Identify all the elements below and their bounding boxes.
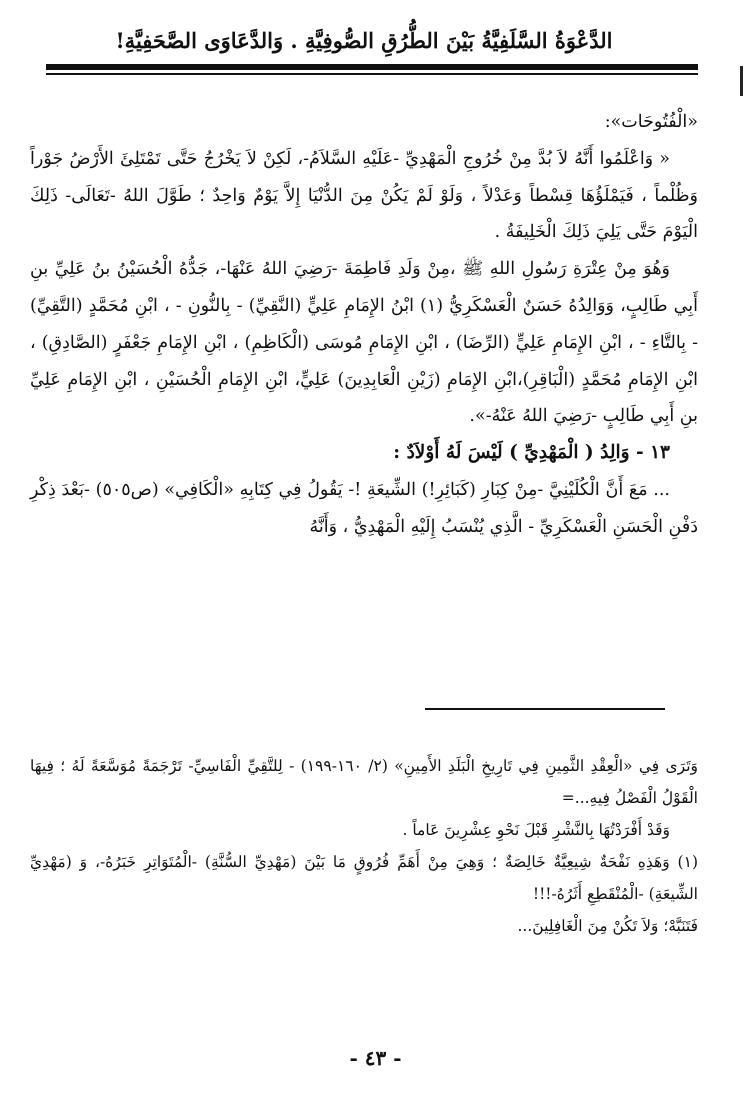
- footnote-published-note: وَقَدْ أَفْرَدْتُهَا بِالنَّشْرِ قَبْلَ نَحْوِ عِشْرِينَ عَاماً .: [402, 821, 670, 839]
- paragraph-kulaini: ... مَعَ أَنَّ الْكُلَيْنِيَّ -مِنْ كِبَارِ (كَبَائِرِ!) الشِّيعَةِ !- يَقُولُ فِي كِتَابِهِ «الْكَافِي» (ص٥٠٥) -بَعْدَ ذِكْرِ دَفْنِ الْحَسَنِ الْعَسْكَرِيِّ - الَّذِي يُنْسَبُ إِلَيْهِ الْمَهْدِيُّ ، وَأَنَّهُ: [30, 479, 698, 537]
- page-number: - ٤٣ -: [349, 1046, 402, 1070]
- main-text: [30, 104, 698, 546]
- header-rule-thick: [46, 64, 698, 70]
- footnote-1-end: فَتَنَبَّهْ؛ وَلاَ تَكُنْ مِنَ الْغَافِلِينَ...: [517, 917, 698, 935]
- page-edge-mark: [740, 66, 743, 96]
- footnote-separator: [425, 708, 665, 710]
- paragraph-futuhat-title: «الْفُتُوحَات»:: [604, 112, 698, 132]
- footnote-continuation-text: وَتَرَى فِي «الْعِقْدِ الثَّمِينِ فِي تَارِيخِ الْبَلَدِ الأَمِينِ» (٢/ ١٦٠-١٩٩) - لِلتَّقِيِّ الْفَاسِيِّ- تَرْجَمَةً مُوَسَّعَةً لَهُ ؛ فِيهَا الْقَوْلُ الْفَصْلُ فِيهِ...: [30, 757, 698, 807]
- paragraph-mahdi-emergence: « وَاعْلَمُوا أَنَّهُ لاَ بُدَّ مِنْ خُرُوجِ الْمَهْدِيِّ -عَلَيْهِ السَّلاَمُ-، لَكِنْ لاَ يَخْرُجُ حَتَّى تَمْتَلِئَ الأَرْضُ جَوْراً وَظُلْماً ، فَيَمْلَؤُهَا قِسْطاً وَعَدْلاً ، وَلَوْ لَمْ يَكُنْ مِنَ الدُّنْيَا إِلاَّ يَوْمٌ وَاحِدٌ ؛ طَوَّلَ اللهُ -تَعَالَى- ذَلِكَ الْيَوْمَ حَتَّى يَلِيَ ذَلِكَ الْخَلِيفَةُ .: [30, 148, 698, 243]
- section-heading-13: ١٣ - وَالِدُ ( الْمَهْدِيِّ ) لَيْسَ لَهُ أَوْلاَدٌ :: [393, 442, 670, 464]
- paragraph-mahdi-lineage: وَهُوَ مِنْ عِتْرَةِ رَسُولِ اللهِ ﷺ ،مِنْ وَلَدِ فَاطِمَةَ -رَضِيَ اللهُ عَنْهَا-، جَدُّهُ الْحُسَيْنُ بنُ عَلِيِّ بنِ أَبِي طَالِبٍ، وَوَالِدُهُ حَسَنٌ الْعَسْكَرِيُّ (١) ابْنُ الإِمَامِ عَلِيٍّ (النَّقِيِّ) - بِالنُّونِ - ، ابْنِ مُحَمَّدٍ (التَّقِيِّ) - بِالتَّاءِ - ، ابْنِ الإِمَامِ عَلِيٍّ (الرِّضَا) ، ابْنِ الإِمَامِ مُوسَى (الْكَاظِمِ) ، ابْنِ الإِمَامِ جَعْفَرٍ (الصَّادِقِ) ، ابْنِ الإِمَامِ مُحَمَّدٍ (الْبَاقِرِ)،ابْنِ الإِمَامِ (زَيْنِ الْعَابِدِينَ) عَلِيٍّ، ابْنِ الإِمَامِ الْحُسَيْنِ ، ابْنِ الإِمَامِ عَلِيِّ بنِ أَبِي طَالِبٍ -رَضِيَ اللهُ عَنْهُ-».: [30, 259, 698, 427]
- header-rule-thin: [46, 73, 698, 75]
- continuation-mark: =: [561, 789, 575, 807]
- running-header-title: الدَّعْوَةُ السَّلَفِيَّةُ بَيْنَ الطُّرُقِ الصُّوفِيَّةِ . وَالدَّعَاوَى الصَّحَفِيَّةِ!: [115, 28, 613, 53]
- footnote-continuation: [30, 750, 698, 814]
- footnote-1: (١) وَهَذِهِ نَفْحَةٌ شِيعِيَّةٌ خَالِصَةٌ ؛ وَهِيَ مِنْ أَهَمِّ فُرُوقٍ مَا بَيْنَ (مَهْدِيِّ السُّنَّةِ) -الْمُتَوَاتِرِ خَبَرُهُ-، وَ (مَهْدِيِّ الشِّيعَةِ) -الْمُنْقَطِعِ أَثَرُهُ-!!!: [30, 853, 698, 903]
- footnotes: [30, 750, 698, 942]
